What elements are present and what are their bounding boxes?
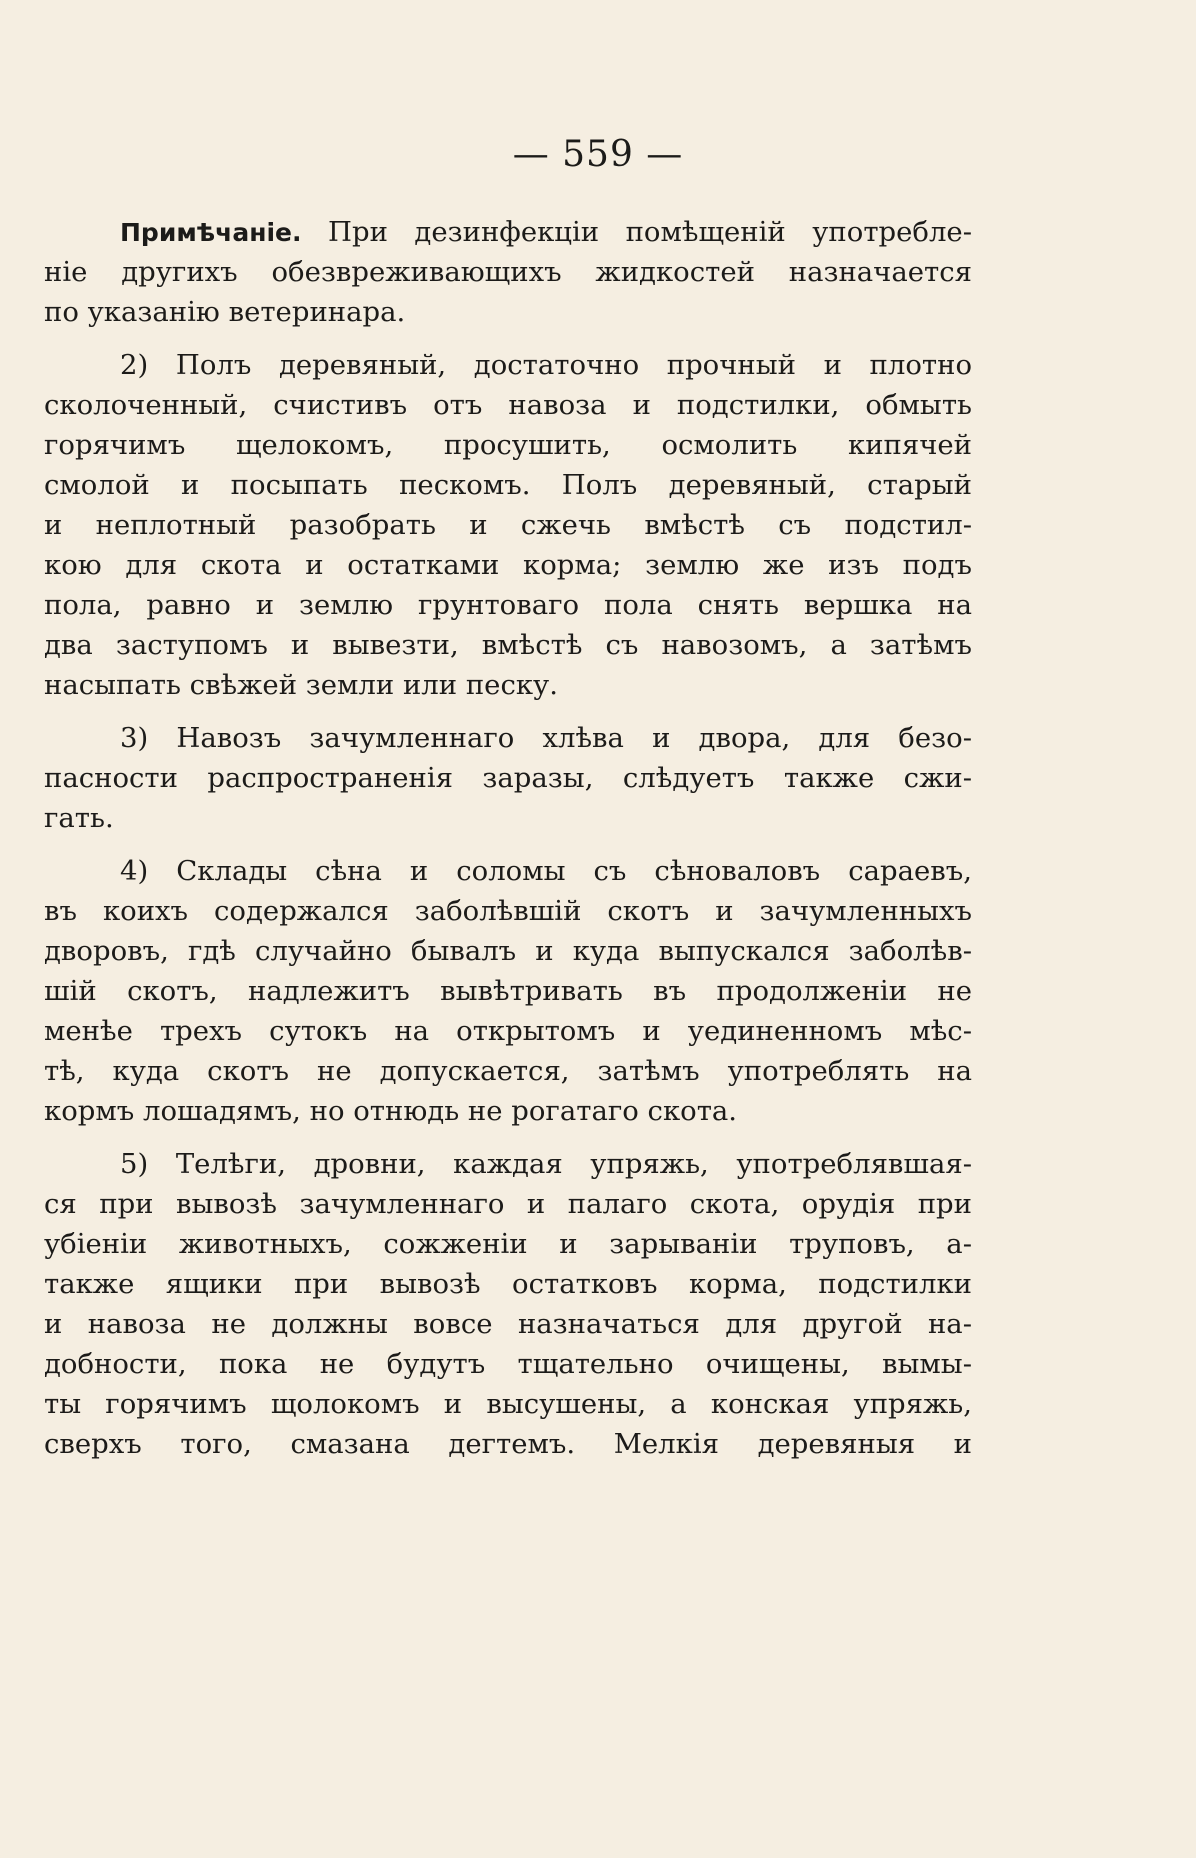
- text-line: тѣ, куда скотъ не допускается, затѣмъ употреблять на: [44, 1055, 972, 1087]
- text-line: пола, равно и землю грунтоваго пола снять вершка на: [44, 589, 972, 621]
- body-text: [44, 212, 972, 1464]
- text-line: пасности распространенія заразы, слѣдуетъ также сжи-: [44, 762, 972, 794]
- text-line: насыпать свѣжей земли или песку.: [44, 669, 558, 701]
- note-label: Примѣчаніе.: [120, 218, 302, 247]
- text-line: кормъ лошадямъ, но отнюдь не рогатаго скота.: [44, 1095, 738, 1127]
- paragraph-4: [44, 851, 972, 1131]
- text-line: и неплотный разобрать и сжечь вмѣстѣ съ подстил-: [44, 509, 972, 541]
- text-line: 2) Полъ деревяный, достаточно прочный и плотно: [120, 349, 972, 381]
- text-line: шій скотъ, надлежитъ вывѣтривать въ продолженіи не: [44, 975, 972, 1007]
- text-line: менѣе трехъ сутокъ на открытомъ и уединенномъ мѣс-: [44, 1015, 972, 1047]
- text-line: дворовъ, гдѣ случайно бывалъ и куда выпускался заболѣв-: [44, 935, 972, 967]
- text-line: кою для скота и остатками корма; землю же изъ подъ: [44, 549, 972, 581]
- text-line: въ коихъ содержался заболѣвшій скотъ и зачумленныхъ: [44, 895, 972, 927]
- text-line: по указанію ветеринара.: [44, 296, 406, 328]
- text-line: смолой и посыпать пескомъ. Полъ деревяный, старый: [44, 469, 972, 501]
- text-line: ты горячимъ щолокомъ и высушены, а конская упряжь,: [44, 1388, 972, 1420]
- paragraph-3: [44, 718, 972, 838]
- text-line: и навоза не должны вовсе назначаться для другой на-: [44, 1308, 972, 1340]
- text-line: 4) Склады сѣна и соломы съ сѣноваловъ сараевъ,: [120, 855, 972, 887]
- text-line: убіеніи животныхъ, сожженіи и зарываніи труповъ, а-: [44, 1228, 972, 1260]
- text-line: горячимъ щелокомъ, просушить, осмолить кипячей: [44, 429, 972, 461]
- note-text: При дезинфекціи помѣщеній употребле-: [328, 216, 972, 248]
- paragraph-5: [44, 1144, 972, 1464]
- text-line: также ящики при вывозѣ остатковъ корма, подстилки: [44, 1268, 972, 1300]
- text-line: 3) Навозъ зачумленнаго хлѣва и двора, для безо-: [120, 722, 972, 754]
- text-line: 5) Телѣги, дровни, каждая упряжь, употреблявшая-: [120, 1148, 972, 1180]
- text-line: ніе другихъ обезвреживающихъ жидкостей назначается: [44, 256, 972, 288]
- text-line: гать.: [44, 802, 114, 834]
- text-line: сколоченный, счистивъ отъ навоза и подстилки, обмыть: [44, 389, 972, 421]
- text-line: [44, 212, 972, 252]
- paragraph-2: [44, 345, 972, 705]
- text-line: ся при вывозѣ зачумленнаго и палаго скота, орудія при: [44, 1188, 972, 1220]
- page-number: — 559 —: [512, 134, 684, 175]
- note-paragraph: [44, 212, 972, 332]
- text-line: добности, пока не будутъ тщательно очищены, вымы-: [44, 1348, 972, 1380]
- text-line: сверхъ того, смазана дегтемъ. Мелкія деревяныя и: [44, 1428, 972, 1460]
- text-line: два заступомъ и вывезти, вмѣстѣ съ навозомъ, а затѣмъ: [44, 629, 972, 661]
